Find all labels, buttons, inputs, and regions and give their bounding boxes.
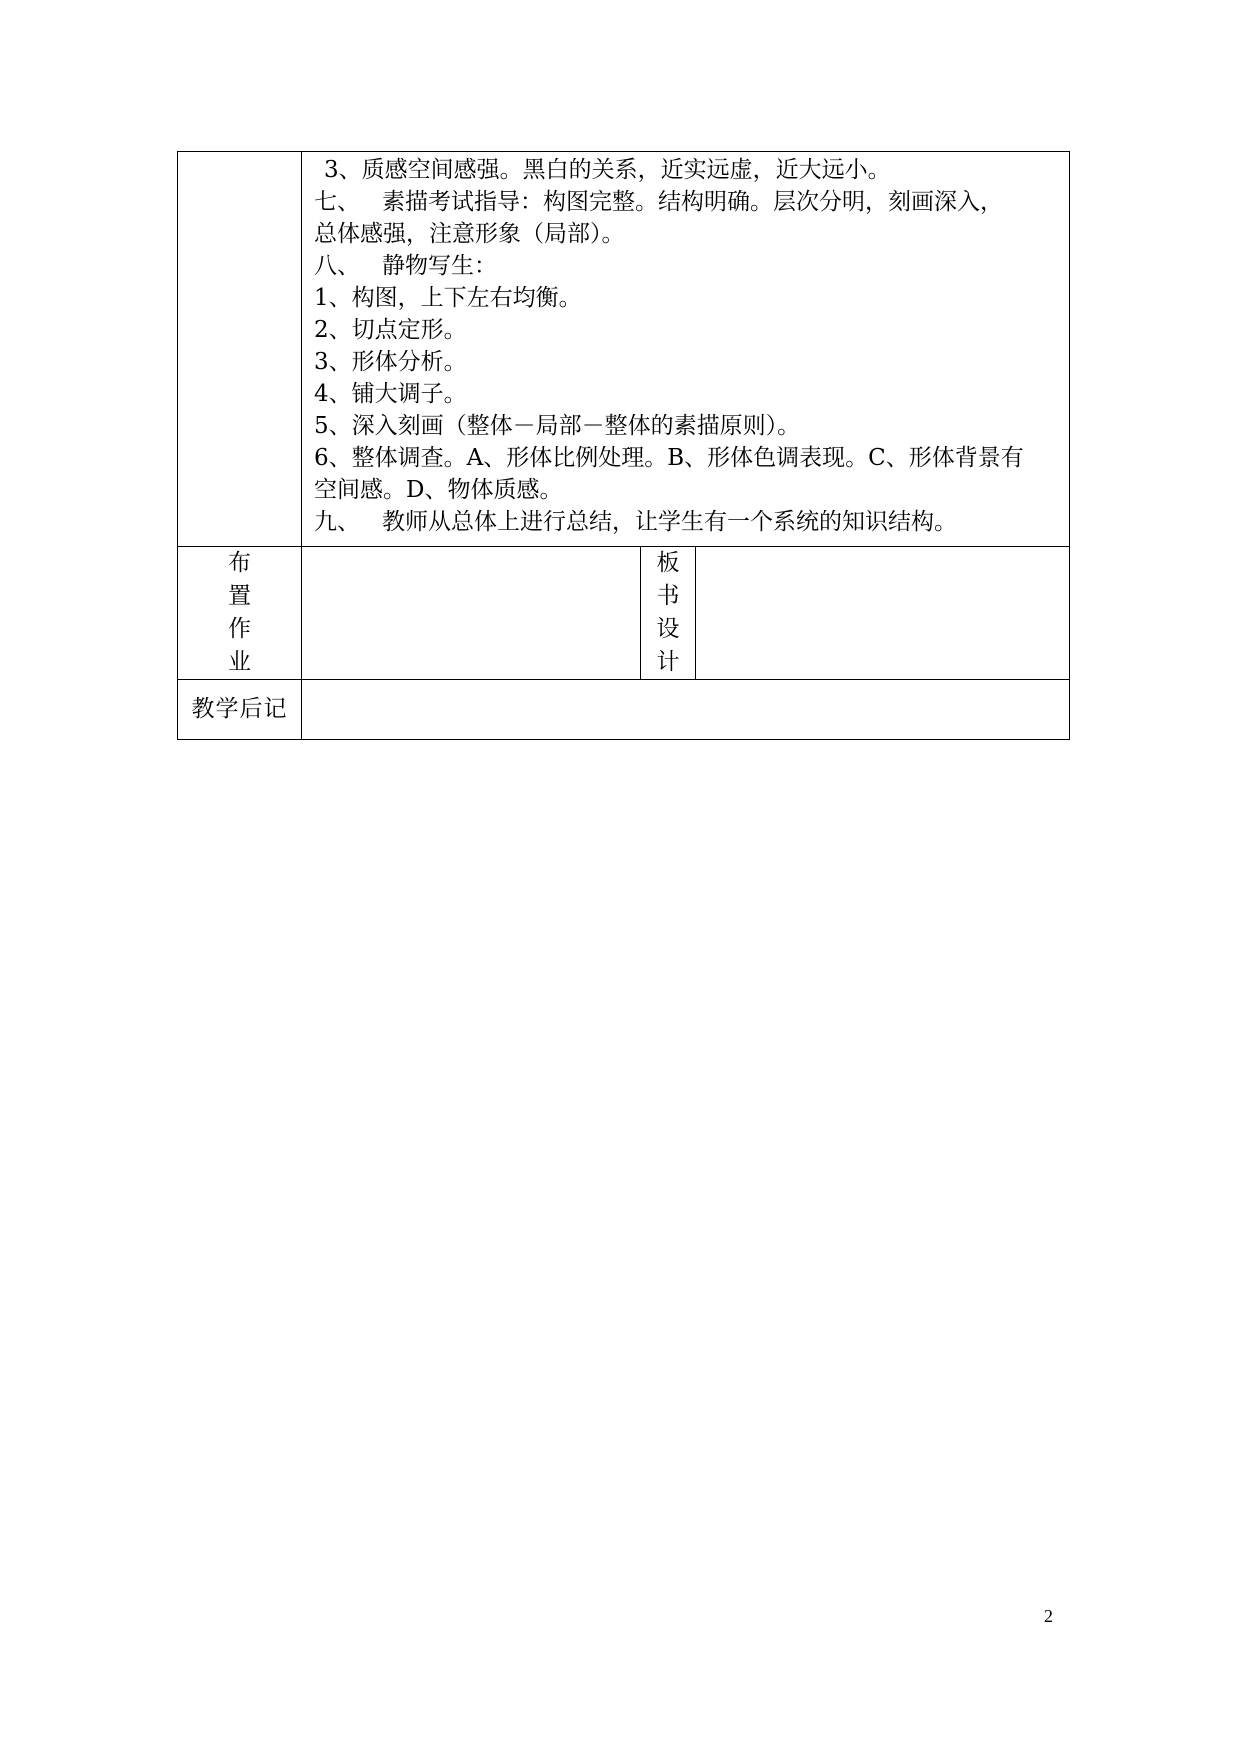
content-line <box>314 186 1061 218</box>
content-line: 2、切点定形。 <box>314 317 467 343</box>
section-text: 教师从总体上进行总结，让学生有一个系统的知识结构。 <box>382 509 957 535</box>
section-text: 素描考试指导：构图完整。结构明确。层次分明，刻画深入， <box>382 189 1003 215</box>
board-design-label <box>641 547 696 680</box>
content-cell <box>302 152 1070 547</box>
assignment-row <box>178 547 1070 680</box>
assignment-label-char: 布 <box>228 550 251 576</box>
lesson-plan-table <box>177 151 1070 740</box>
board-design-label-char: 设 <box>656 616 680 642</box>
content-line: 3、形体分析。 <box>314 349 467 375</box>
content-line: 5、深入刻画（整体－局部－整体的素描原则）。 <box>314 413 801 439</box>
section-text: 静物写生： <box>382 253 497 279</box>
content-line <box>314 506 1061 538</box>
board-design-label-char: 书 <box>656 583 680 609</box>
notes-value-cell <box>302 680 1070 740</box>
assignment-label-char: 业 <box>228 649 251 675</box>
content-line: 1、构图，上下左右均衡。 <box>314 285 582 311</box>
notes-row <box>178 680 1070 740</box>
board-design-label-char: 板 <box>656 550 680 576</box>
content-line <box>314 250 1061 282</box>
board-design-label-char: 计 <box>656 649 680 675</box>
content-line: 空间感。D、物体质感。 <box>314 477 563 503</box>
notes-label: 教学后记 <box>178 680 302 740</box>
content-line: 4、铺大调子。 <box>314 381 467 407</box>
page-number: 2 <box>1044 1606 1053 1626</box>
content-line: 总体感强，注意形象（局部）。 <box>314 221 625 247</box>
content-line: 3、质感空间感强。黑白的关系，近实远虚，近大远小。 <box>324 157 891 183</box>
assignment-label-char: 置 <box>228 583 251 609</box>
assignment-value-cell <box>302 547 641 680</box>
section-number: 七、 <box>314 189 360 215</box>
content-line: 6、整体调查。A、形体比例处理。B、形体色调表现。C、形体背景有 <box>314 445 1024 471</box>
content-label-cell <box>178 152 302 547</box>
board-design-value-cell <box>696 547 1070 680</box>
assignment-label-char: 作 <box>228 616 251 642</box>
assignment-label <box>178 547 302 680</box>
content-row <box>178 152 1070 547</box>
section-number: 九、 <box>314 509 360 535</box>
section-number: 八、 <box>314 253 360 279</box>
